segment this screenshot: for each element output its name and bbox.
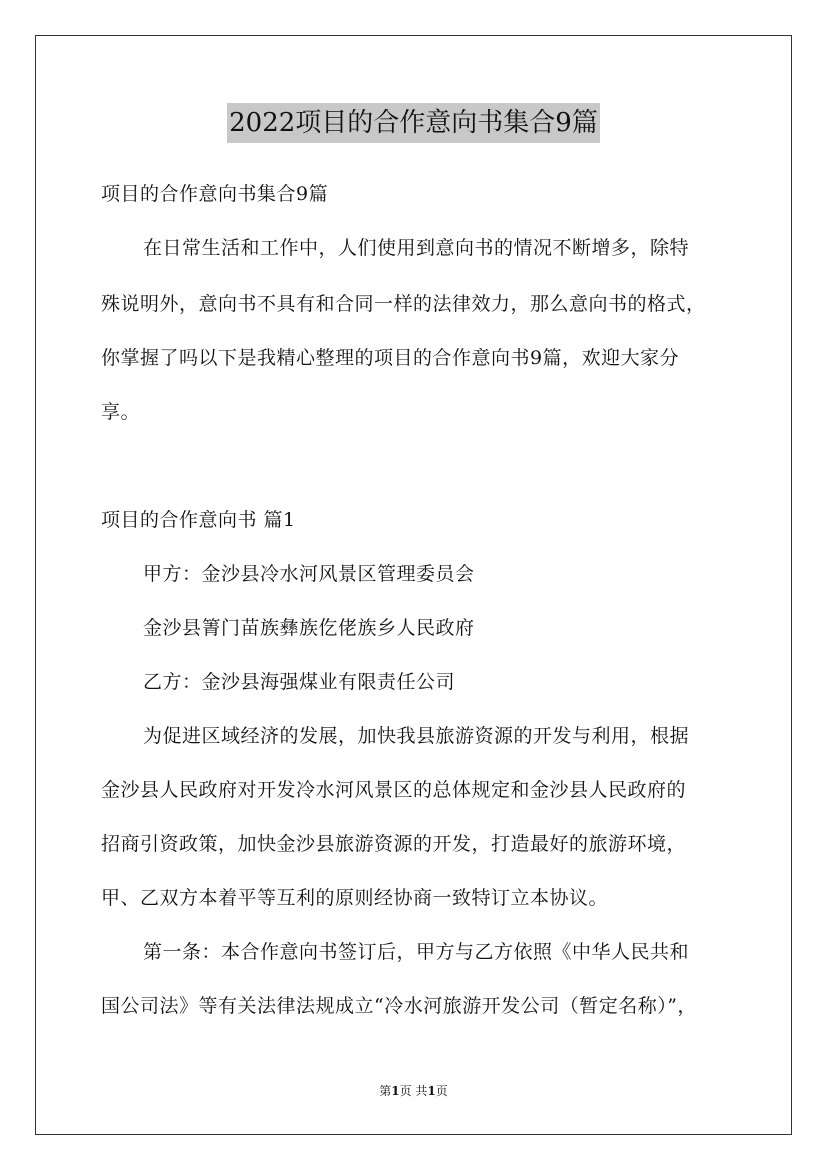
- party-a-second: 金沙县箐门苗族彝族仡佬族乡人民政府: [143, 617, 475, 639]
- footer-page-prefix: 第: [379, 1084, 392, 1098]
- footer-page-suffix: 页: [435, 1084, 448, 1098]
- body-line-2: 金沙县人民政府对开发冷水河风景区的总体规定和金沙县人民政府的: [101, 779, 687, 801]
- footer-page-total: 1: [427, 1084, 436, 1098]
- body-line-4: 甲、乙双方本着平等互利的原则经协商一致特订立本协议。: [101, 887, 609, 909]
- body-line-3: 招商引资政策，加快金沙县旅游资源的开发，打造最好的旅游环境，: [101, 833, 687, 855]
- article1-line-2: 国公司法》等有关法律法规成立“冷水河旅游开发公司（暂定名称）”，: [101, 995, 697, 1017]
- subtitle: 项目的合作意向书集合9篇: [101, 183, 329, 205]
- footer-page-mid: 页 共: [399, 1084, 428, 1098]
- party-b: 乙方：金沙县海强煤业有限责任公司: [143, 671, 456, 693]
- intro-line-4: 享。: [101, 401, 141, 423]
- intro-line-2: 殊说明外，意向书不具有和合同一样的法律效力，那么意向书的格式，: [101, 293, 706, 315]
- article1-line-1: 第一条：本合作意向书签订后，甲方与乙方依照《中华人民共和: [143, 941, 690, 963]
- section-heading: 项目的合作意向书 篇1: [101, 509, 296, 531]
- page-footer: [0, 1083, 827, 1099]
- party-a: 甲方：金沙县冷水河风景区管理委员会: [143, 563, 475, 585]
- body-line-1: 为促进区域经济的发展，加快我县旅游资源的开发与利用，根据: [143, 725, 690, 747]
- title-container: [0, 103, 827, 143]
- document-title: 2022项目的合作意向书集合9篇: [227, 103, 600, 143]
- footer-page-number: 1: [391, 1084, 400, 1098]
- intro-line-1: 在日常生活和工作中，人们使用到意向书的情况不断增多，除特: [143, 237, 690, 259]
- intro-line-3: 你掌握了吗以下是我精心整理的项目的合作意向书9篇，欢迎大家分: [101, 347, 680, 369]
